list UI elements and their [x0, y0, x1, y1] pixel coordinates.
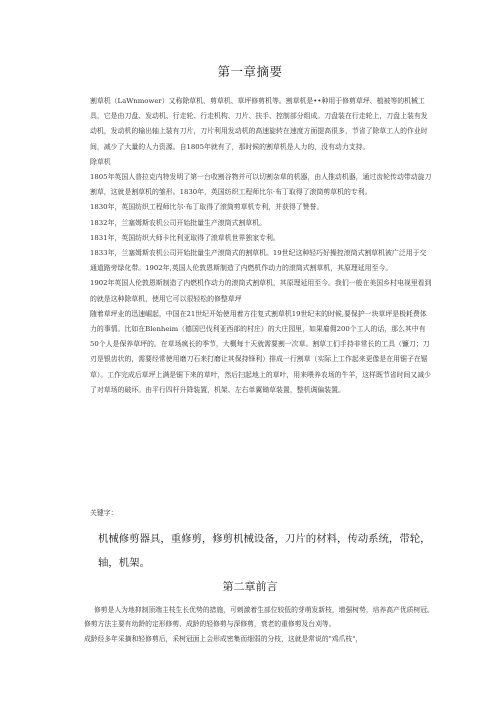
chapter1-title: 第一章摘要 [217, 64, 283, 79]
paragraph: 割草机（LaWnmower）又称除草机、剪草机、草坪修剪机等。割草机是••种用于修剪草坪、植被等的机械工具，它是由刀盘、发动机、行走轮、行走机构、刀片、扶手、控制部分组成。刀盘装在行走轮上，刀盘上装有发动机，发动机的输出轴上装有刀片，刀片利用发动机的高速旋转在速度方面提高很多，节省了除草工人的作业时间，减少了大量的人力资源。自1805年就有了，那时候的割草机是人力的，没有动力支持。 [90, 97, 428, 151]
paragraph: 成龄经多年采摘和轻修剪后，采树冠面上会形成密集而细弱的分枝，这就是常说的"鸡爪枝"， [84, 635, 363, 643]
paragraph: 1902年英国人伦敦恩斯制造了内燃机作动力的滚筒式割草机，其原理延用至今。我们一般在美国乡村电视里看到的就是这种除草机，使用它可以很轻松的修整草坪 [90, 279, 432, 303]
chapter2-body [84, 604, 434, 649]
keywords-label: 关键字： [90, 509, 118, 517]
paragraph: 随着草坪业的迅速崛起，中国在21世纪开始使用着方往复式割草机19世纪末的时候,要保护一块草坪是极耗费体力的事情。比如在Blenheim（德国巴伐利亚西部的村庄）的大庄园里，如果雇佣200个工人的话，那么其中有50个人是保养草坪的。在草场疯长的季节，大概每十天就需要割一次草。割草工们手持非常长的工具（镰刀；刀刃是银齿状的，需要经常使用磨刀石来打磨让其保持锋利）排成一行割草（实际上工作起来更像是在用锯子在锯草）。工作完成后草坪上满是锯下来的草叶，然后扫起地上的草叶，用来喂养农场的牛羊，这样既节省时间又减少了对草场的破坏。由平行四杆升降装置，机架、左右单翼锄草装置，整机调偏装置。 [90, 309, 432, 394]
paragraph: 1832年，兰塞姆斯农机公司开始批量生产滚筒式割草机。 [90, 218, 267, 227]
paragraph: 除草机 [90, 157, 111, 166]
keywords-text: 机械修剪器具，重修剪，修剪机械设备，刀片的材料，传动系统，带轮，轴，机架。 [98, 533, 431, 569]
paragraph: 1833年，兰塞姆斯农机公司开始批量生产滚筒式的割草机。19世纪这种轻巧好操控滚筒式割草机被广泛用于交通道路旁绿化带。1902年,英国人伦敦恩斯制造了内燃机作动力的滚筒式割草机，其原理延用至今。 [90, 249, 427, 273]
paragraph: 1831年，英国纺织大师卡比利亚取得了滚草机世界独家专利。 [90, 233, 280, 242]
chapter2-title: 第二章前言 [222, 580, 278, 593]
paragraph: 1830年，英国纺织工程师比尔·布丁取得了滚筒剪草机专利，并获得了赞誉。 [90, 203, 324, 212]
paragraph: 修剪是人为地抑制顶端主枝生长优势的措施，可刺激着生部位较低的芽萌发新枝，增强树势，培养高产优质树冠。修剪方法主要有幼龄的定形修剪、成龄的轻修剪与深修剪，衰老的重修剪及台刈等。 [84, 606, 434, 628]
paragraph: 1805年英国人普拉克内特发明了第一台收割谷物并可以切割杂草的机器，由人推动机器，通过齿轮传动带动旋刀割草，这就是割草机的雏形。1830年，英国纺织工程师比尔·布丁取得了滚筒剪草机的专利。 [90, 173, 432, 197]
chapter1-body [90, 94, 432, 398]
